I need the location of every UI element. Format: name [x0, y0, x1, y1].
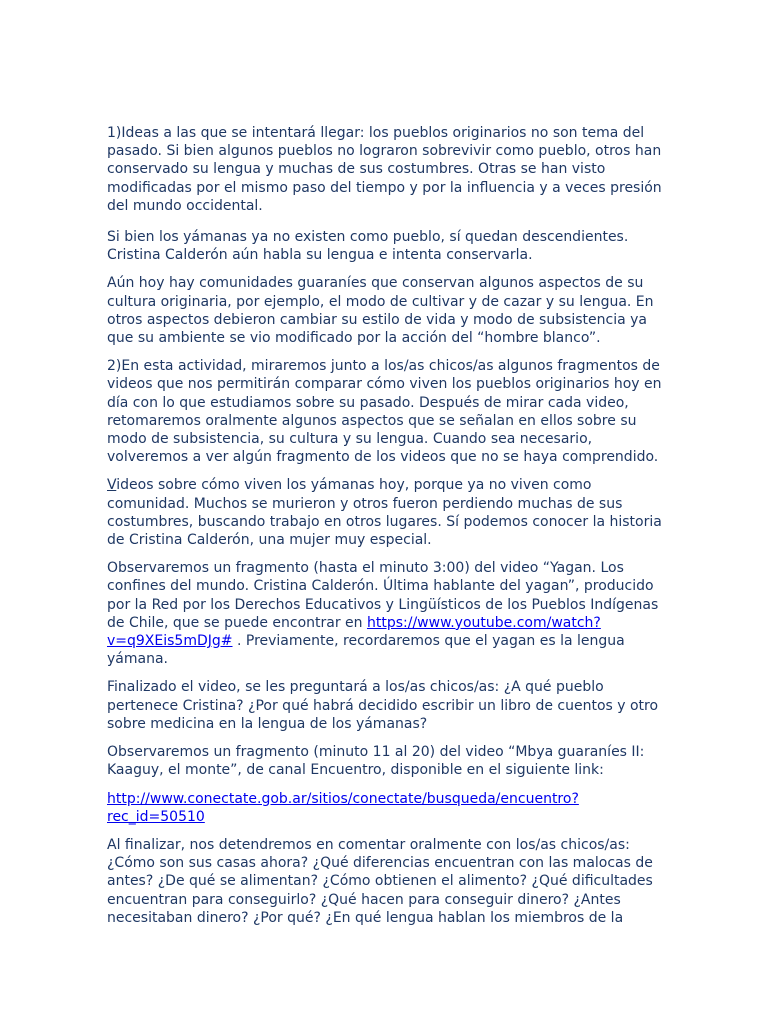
paragraph-mbya-video: Observaremos un fragmento (minuto 11 al 20) del video “Mbya guaraníes II: Kaaguy, el monte”, de canal Encuentro, disponible en el siguiente link: [107, 744, 645, 779]
paragraph-videos-yamanas [107, 476, 663, 549]
youtube-link[interactable]: https://www.youtube.com/watch?v=q9XEis5mDJg# [107, 614, 601, 650]
document-body [107, 124, 663, 937]
paragraph-yamanas: Si bien los yámanas ya no existen como pueblo, sí quedan descendientes. Cristina Calderón aún habla su lengua e intenta conservarla. [107, 229, 629, 264]
yagan-video-text-before: Observaremos un fragmento (hasta el minuto 3:00) del video “Yagan. Los confines del mundo. Cristina Calderón. Última hablante del yagan”, producido por la Red por los Derechos Educativos y Lingüísticos de los Pueblos Indígenas de Chile, que se puede encontrar en [107, 560, 659, 631]
paragraph-ideas: 1)Ideas a las que se intentará llegar: los pueblos originarios no son tema del pasado. Si bien algunos pueblos no lograron sobrevivir como pueblo, otros han conservado su lengua y muchas de sus costumbres. Otras se han visto modificadas por el mismo paso del tiempo y por la influencia y a veces presión del mundo occidental. [107, 125, 662, 214]
paragraph-yagan-video [107, 559, 663, 668]
underlined-initial: V [107, 477, 117, 494]
yagan-video-text-after: . Previamente, recordaremos que el yagan es la lengua yámana. [107, 633, 625, 668]
paragraph-guaranies: Aún hoy hay comunidades guaraníes que conservan algunos aspectos de su cultura originaria, por ejemplo, el modo de cultivar y de cazar y su lengua. En otros aspectos debieron cambiar su estilo de vida y modo de subsistencia ya que su ambiente se vio modificado por la acción del “hombre blanco”. [107, 275, 654, 347]
paragraph-conectate-link [107, 790, 663, 826]
paragraph-final-questions: Al finalizar, nos detendremos en comentar oralmente con los/as chicos/as: ¿Cómo son sus casas ahora? ¿Qué diferencias encuentran con las malocas de antes? ¿De qué se alimentan? ¿Cómo obtienen el alimento? ¿Qué dificultades encuentran para conseguirlo? ¿Qué hacen para conseguir dinero? ¿Antes necesitaban dinero? ¿Por qué? ¿En qué lengua hablan los miembros de la [107, 836, 653, 926]
paragraph-activity: 2)En esta actividad, miraremos junto a los/as chicos/as algunos fragmentos de videos que nos permitirán comparar cómo viven los pueblos originarios hoy en día con lo que estudiamos sobre su pasado. Después de mirar cada video, retomaremos oralmente algunos aspectos que se señalan en ellos sobre su modo de subsistencia, su cultura y su lengua. Cuando sea necesario, volveremos a ver algún fragmento de los videos que no se haya comprendido. [107, 358, 662, 466]
conectate-link[interactable]: http://www.conectate.gob.ar/sitios/conectate/busqueda/encuentro?rec_id=50510 [107, 790, 579, 825]
paragraph-questions-cristina: Finalizado el video, se les preguntará a los/as chicos/as: ¿A qué pueblo pertenece Cristina? ¿Por qué habrá decidido escribir un libro de cuentos y otro sobre medicina en la lengua de los yámanas? [107, 679, 659, 732]
paragraph-videos-yamanas-text: ideos sobre cómo viven los yámanas hoy, porque ya no viven como comunidad. Muchos se murieron y otros fueron perdiendo muchas de sus costumbres, buscando trabajo en otros lugares. Sí podemos conocer la historia de Cristina Calderón, una mujer muy especial. [107, 477, 662, 549]
